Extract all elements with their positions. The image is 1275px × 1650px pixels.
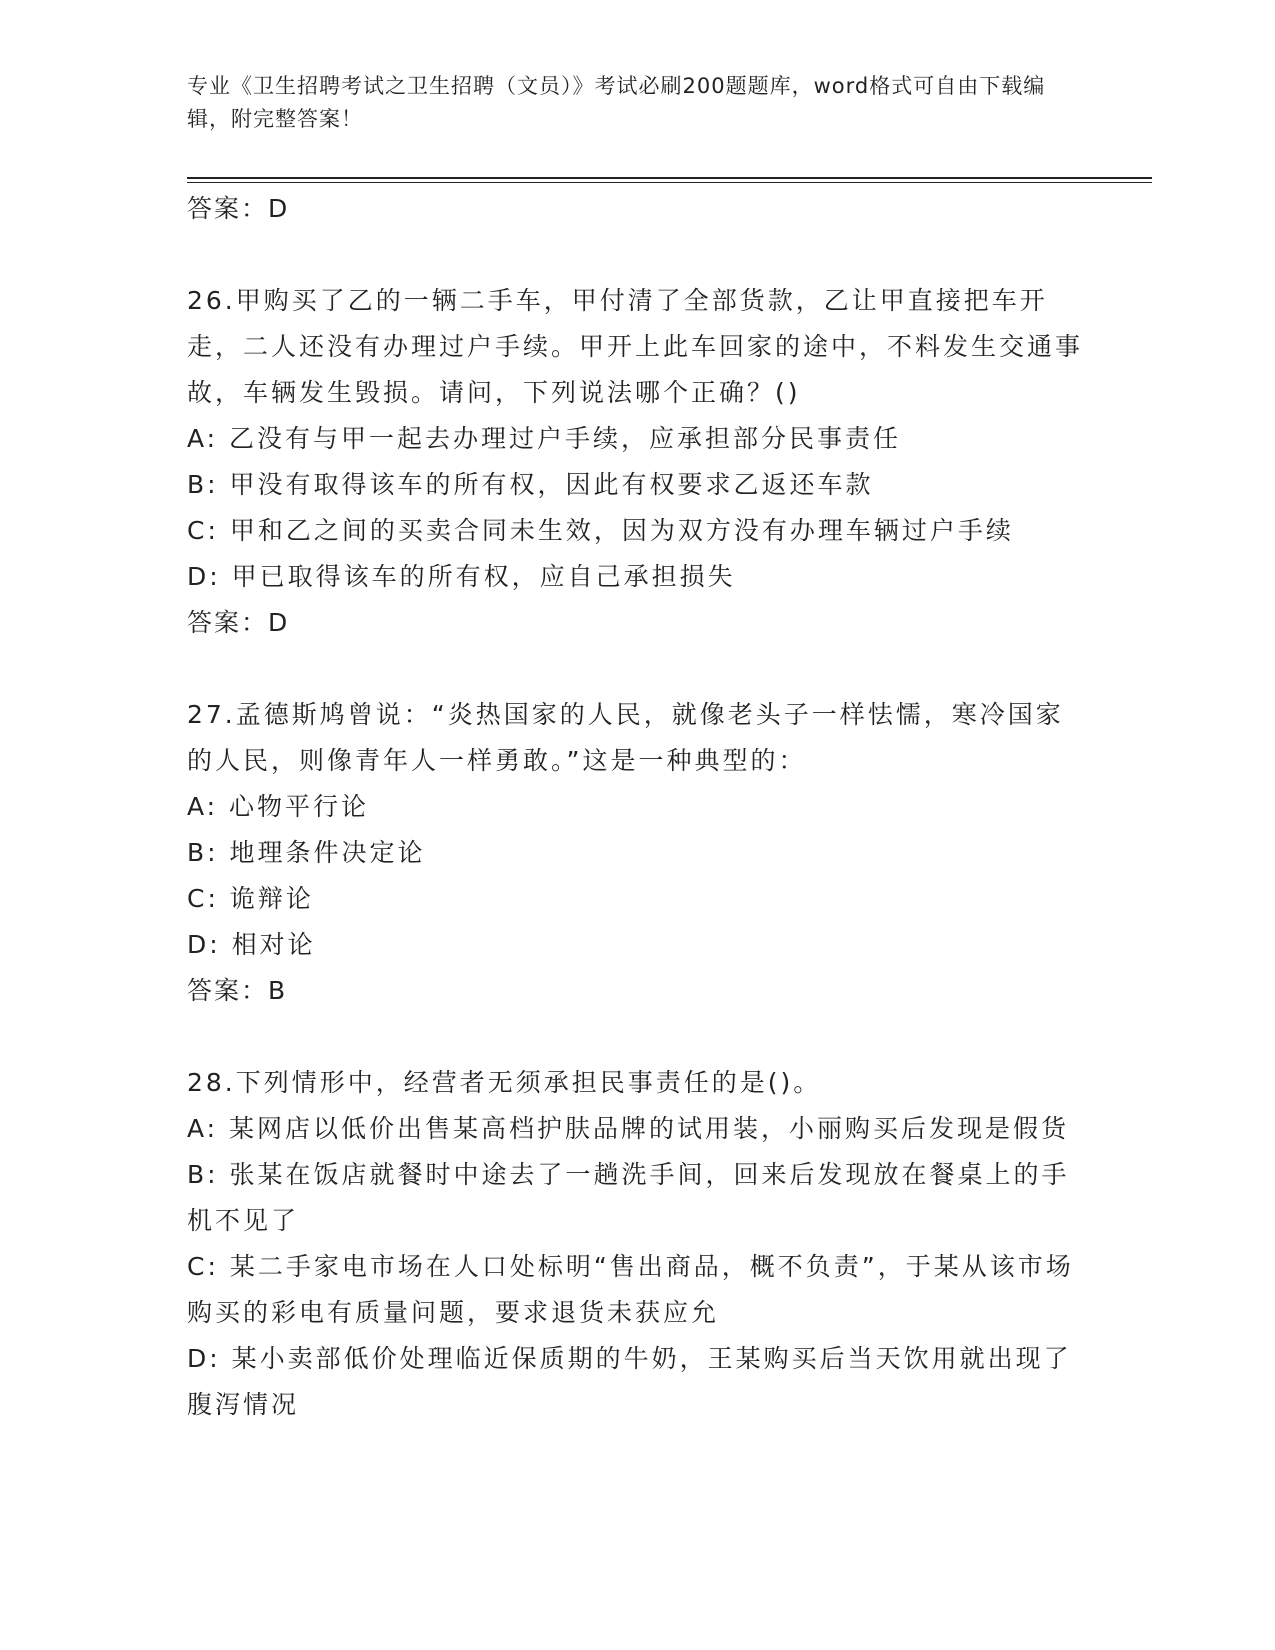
question-28	[187, 1060, 1087, 1428]
option-b: B: 地理条件决定论	[187, 838, 426, 867]
question-stem: 28.下列情形中，经营者无须承担民事责任的是()。	[187, 1068, 822, 1097]
question-stem: 26.甲购买了乙的一辆二手车，甲付清了全部货款，乙让甲直接把车开走，二人还没有办理过户手续。甲开上此车回家的途中，不料发生交通事故，车辆发生毁损。请问，下列说法哪个正确？()	[187, 286, 1084, 407]
answer-label: 答案：D	[187, 194, 290, 223]
option-d: D: 某小卖部低价处理临近保质期的牛奶，王某购买后当天饮用就出现了腹泻情况	[187, 1344, 1072, 1419]
question-stem: 27.孟德斯鸠曾说：“炎热国家的人民，就像老头子一样怯懦，寒冷国家的人民，则像青年人一样勇敢。”这是一种典型的：	[187, 700, 1064, 775]
question-26	[187, 278, 1087, 646]
answer-label: 答案：D	[187, 608, 290, 637]
document-header: 专业《卫生招聘考试之卫生招聘（文员）》考试必刷200题题库，word格式可自由下载编辑，附完整答案！	[187, 74, 1046, 131]
document-body	[187, 186, 1087, 1428]
option-b: B: 甲没有取得该车的所有权，因此有权要求乙返还车款	[187, 470, 874, 499]
answer-label: 答案：B	[187, 976, 288, 1005]
option-a: A: 心物平行论	[187, 792, 370, 821]
header-rule-thin	[187, 182, 1152, 183]
option-a: A: 乙没有与甲一起去办理过户手续，应承担部分民事责任	[187, 424, 902, 453]
option-d: D: 甲已取得该车的所有权，应自己承担损失	[187, 562, 736, 591]
question-27	[187, 692, 1087, 1014]
option-c: C: 甲和乙之间的买卖合同未生效，因为双方没有办理车辆过户手续	[187, 516, 1014, 545]
option-a: A: 某网店以低价出售某高档护肤品牌的试用装，小丽购买后发现是假货	[187, 1114, 1070, 1143]
option-d: D: 相对论	[187, 930, 316, 959]
option-c: C: 某二手家电市场在人口处标明“售出商品，概不负责”，于某从该市场购买的彩电有质量问题，要求退货未获应允	[187, 1252, 1074, 1327]
option-b: B: 张某在饭店就餐时中途去了一趟洗手间，回来后发现放在餐桌上的手机不见了	[187, 1160, 1070, 1235]
header-rule-thick	[187, 177, 1152, 179]
option-c: C: 诡辩论	[187, 884, 314, 913]
